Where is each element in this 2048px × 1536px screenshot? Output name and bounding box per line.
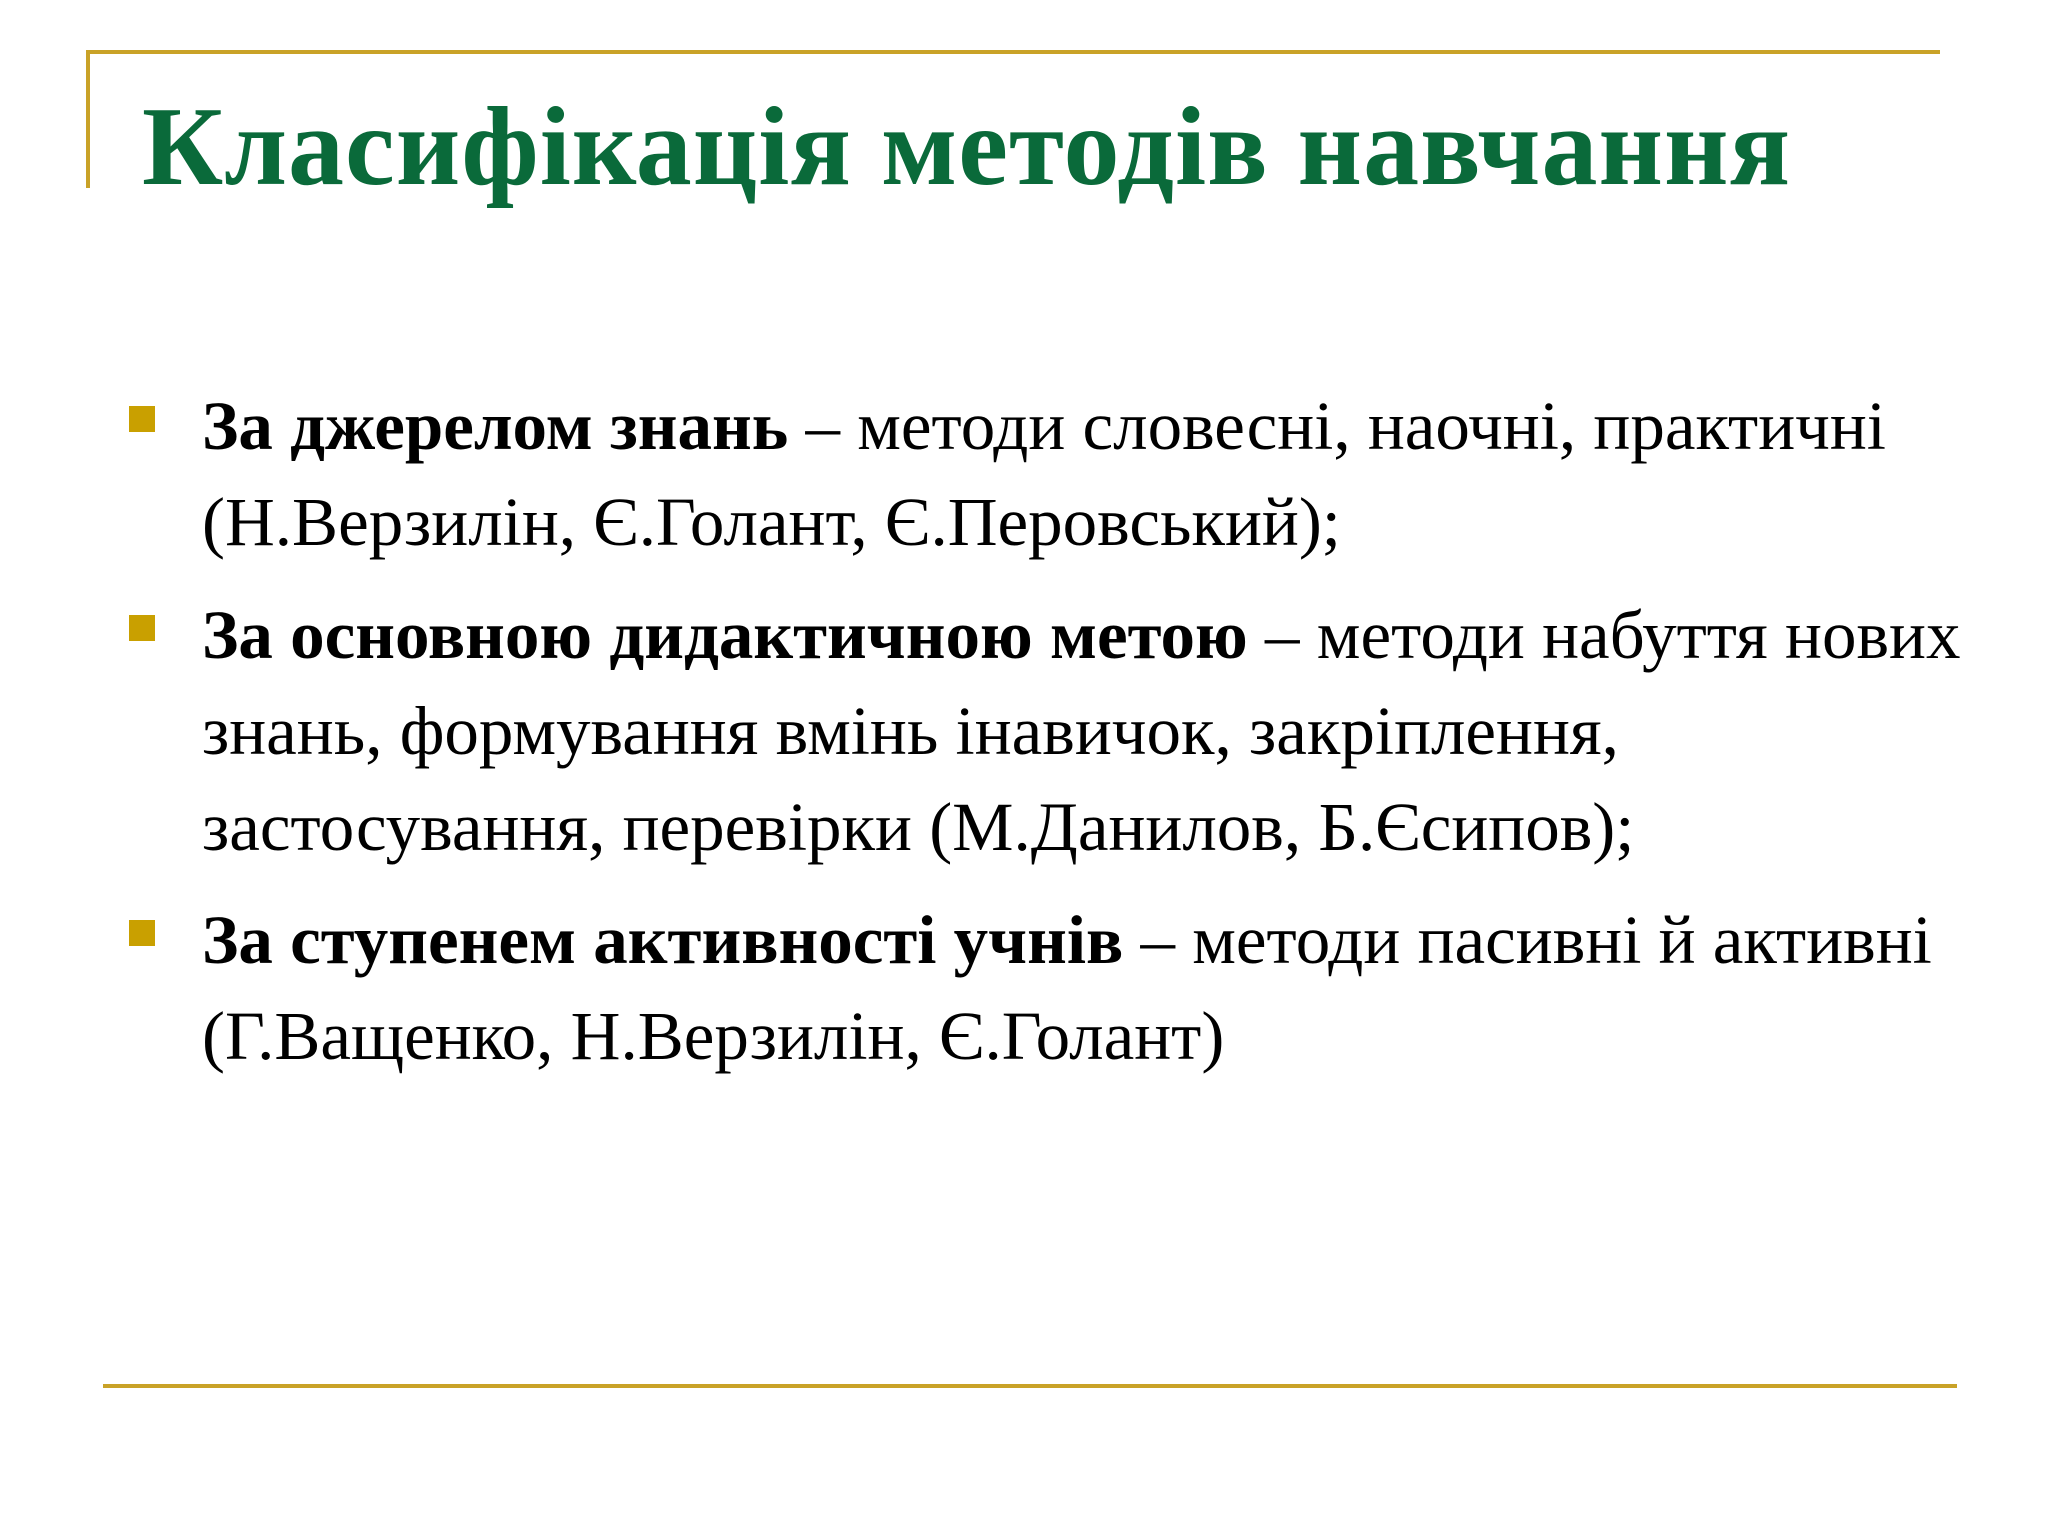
top-rule <box>86 50 1940 54</box>
bullet-list <box>0 378 2048 1101</box>
list-item <box>0 892 2048 1084</box>
left-rule <box>86 50 90 188</box>
slide-title: Класифікація методів навчання <box>142 85 1792 209</box>
bullet-text: – методи пасивні й активні (Г.Ващенко, Н.Верзилін, Є.Голант) <box>202 902 1932 1074</box>
bottom-rule <box>103 1384 1957 1388</box>
square-bullet-icon <box>129 406 155 432</box>
bullet-lead: За ступенем активності учнів <box>202 902 1124 978</box>
square-bullet-icon <box>129 615 155 641</box>
bullet-lead: За джерелом знань <box>202 388 789 464</box>
bullet-lead: За основною дидактичною метою <box>202 597 1248 673</box>
bullet-text: – методи словесні, наочні, практичні (Н.Верзилін, Є.Голант, Є.Перовський); <box>202 388 1886 560</box>
list-item <box>0 378 2048 570</box>
list-item <box>0 587 2048 875</box>
bullet-text: – методи набуття нових знань, формування вмінь інавичок, закріплення, застосування, перевірки (М.Данилов, Б.Єсипов); <box>202 597 1961 865</box>
square-bullet-icon <box>129 920 155 946</box>
